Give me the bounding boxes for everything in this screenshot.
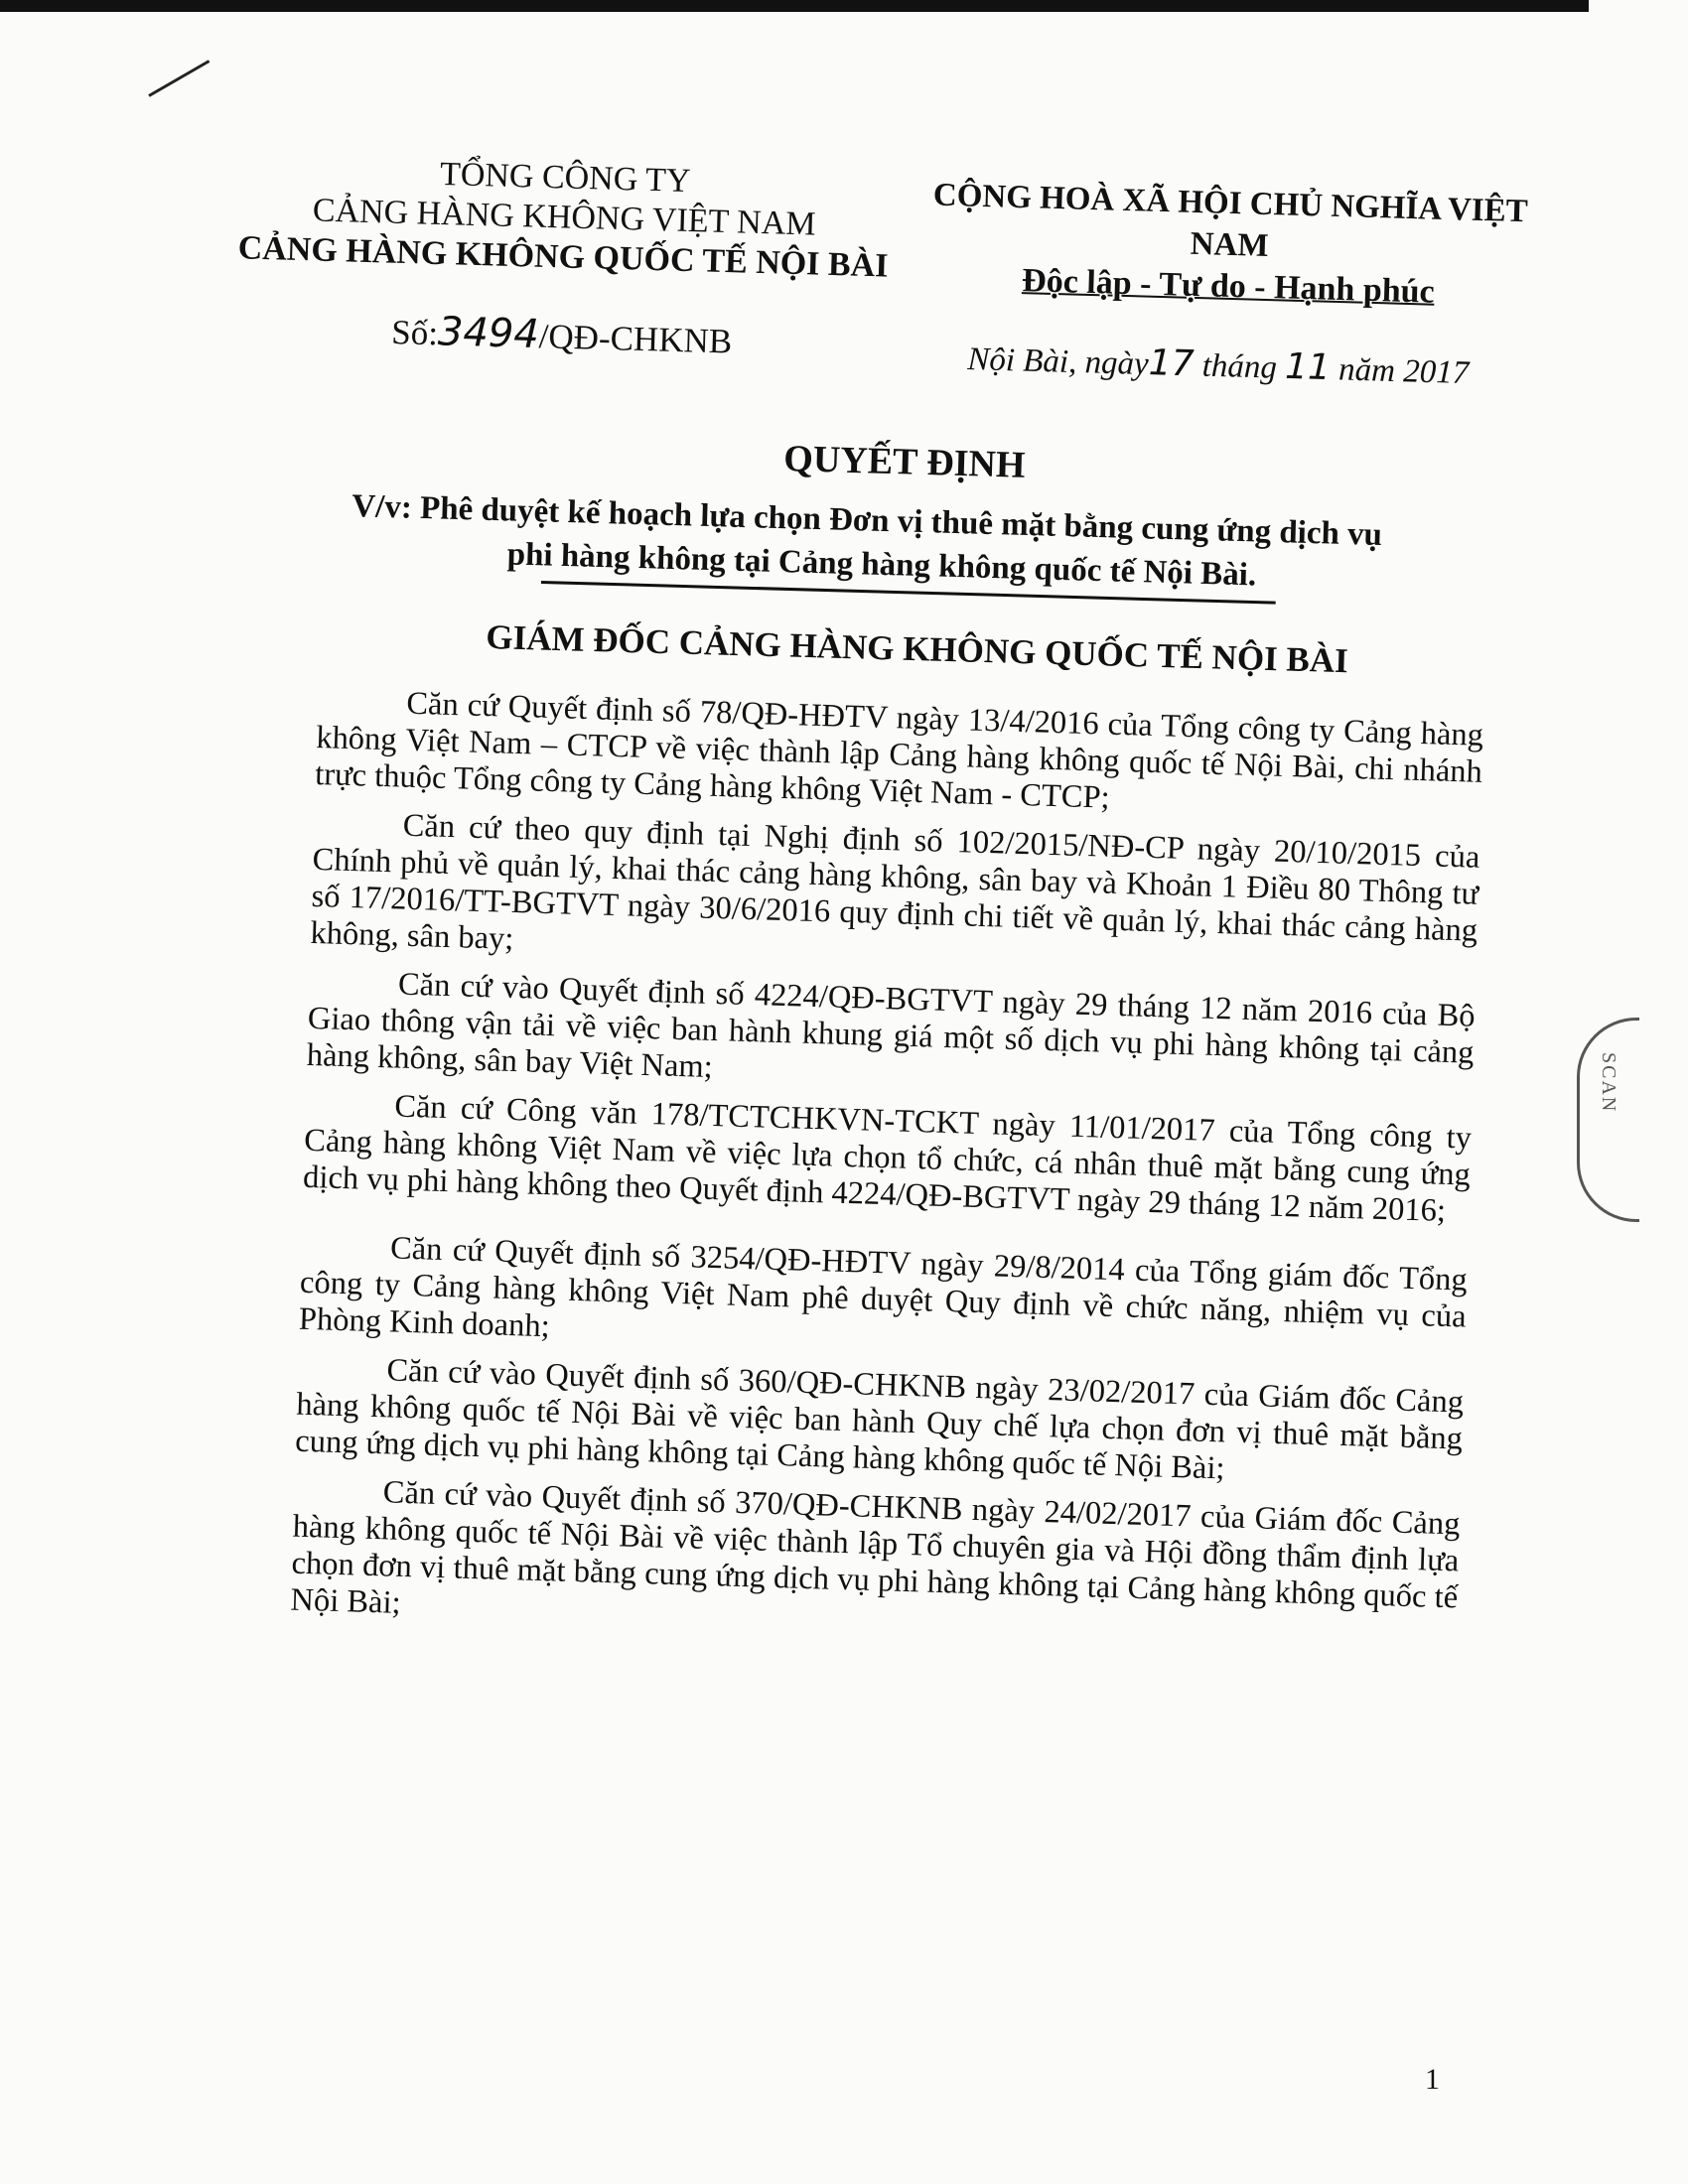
- basis-paragraph-4: Căn cứ Công văn 178/TCTCHKVN-TCKT ngày 11/01/2017 của Tổng công ty Cảng hàng không Việt Nam về việc lựa chọn tổ chức, cá nhân thuê mặt bằng cung ứng dịch vụ phi hàng không theo Quyết định 4224/QĐ-BGTVT ngày 29 tháng 12 năm 2016;: [302, 1088, 1473, 1229]
- nation-line-1: CỘNG HOÀ XÃ HỘI CHỦ NGHĨA VIỆT NAM: [932, 177, 1529, 265]
- handwritten-day: 17: [1148, 342, 1196, 385]
- decision-subject: [351, 484, 1475, 604]
- issuer-heading: GIÁM ĐỐC CẢNG HÀNG KHÔNG QUỐC TẾ NỘI BÀI: [485, 617, 1349, 681]
- stamp-seal-edge: [1577, 1018, 1639, 1222]
- organization-header: [225, 149, 904, 287]
- document-date: [967, 338, 1470, 392]
- document-number-suffix: /QĐ-CHKNB: [538, 317, 733, 361]
- date-month-label: tháng: [1201, 347, 1278, 386]
- legal-basis-section: [290, 683, 1484, 1665]
- date-year: năm 2017: [1337, 351, 1470, 392]
- handwritten-month: 11: [1284, 345, 1332, 389]
- document-number: [391, 308, 733, 363]
- basis-paragraph-1: Căn cứ Quyết định số 78/QĐ-HĐTV ngày 13/4/2016 của Tổng công ty Cảng hàng không Việt Nam – CTCP về việc thành lập Cảng hàng không quốc tế Nội Bài, chi nhánh trực thuộc Tổng công ty Cảng hàng không Việt Nam - CTCP;: [314, 685, 1484, 816]
- basis-paragraph-5: Căn cứ Quyết định số 3254/QĐ-HĐTV ngày 29/8/2014 của Tổng giám đốc Tổng công ty Cảng hàng không Việt Nam phê duyệt Quy định về chức năng, nhiệm vụ của Phòng Kinh doanh;: [298, 1230, 1469, 1345]
- document-number-prefix: Số:: [390, 312, 439, 353]
- subject-line-2: phi hàng không tại Cảng hàng không quốc tế Nội Bài.: [506, 536, 1257, 594]
- subject-line-1: V/v: Phê duyệt kế hoạch lựa chọn Đơn vị thuê mặt bằng cung ứng dịch vụ: [351, 487, 1383, 553]
- basis-paragraph-6: Căn cứ vào Quyết định số 360/QĐ-CHKNB ngày 23/02/2017 của Giám đốc Cảng hàng không quốc tế Nội Bài về việc ban hành Quy chế lựa chọn đơn vị thuê mặt bằng cung ứng dịch vụ phi hàng không tại Cảng hàng không quốc tế Nội Bài;: [294, 1352, 1465, 1487]
- basis-paragraph-7: Căn cứ vào Quyết định số 370/QĐ-CHKNB ngày 24/02/2017 của Giám đốc Cảng hàng không quốc tế Nội Bài về việc thành lập Tổ chuyên gia và Hội đồng thẩm định lựa chọn đơn vị thuê mặt bằng cung ứng dịch vụ phi hàng không tại Cảng hàng không quốc tế Nội Bài;: [290, 1474, 1461, 1621]
- basis-paragraph-2: Căn cứ theo quy định tại Nghị định số 102/2015/NĐ-CP ngày 20/10/2015 của Chính phủ về quản lý, khai thác cảng hàng không, sân bay và Khoản 1 Điều 80 Thông tư số 17/2016/TT-BGTVT ngày 30/6/2016 quy định chi tiết về quản lý, khai thác cảng hàng không, sân bay;: [309, 807, 1480, 957]
- scan-top-border: [0, 0, 1589, 12]
- basis-paragraph-3: Căn cứ vào Quyết định số 4224/QĐ-BGTVT ngày 29 tháng 12 năm 2016 của Bộ Giao thông vận tải về việc ban hành khung giá một số dịch vụ phi hàng không tại cảng hàng không, sân bay Việt Nam;: [306, 966, 1477, 1085]
- org-line-1: TỔNG CÔNG TY: [439, 155, 692, 201]
- org-line-3: CẢNG HÀNG KHÔNG QUỐC TẾ NỘI BÀI: [237, 229, 889, 285]
- handwritten-number: 3494: [437, 309, 540, 358]
- org-line-2: CẢNG HÀNG KHÔNG VIỆT NAM: [312, 192, 817, 243]
- pen-mark: [148, 60, 210, 97]
- stamp-fragment-text: SCAN: [1598, 1052, 1619, 1114]
- date-place-prefix: Nội Bài, ngày: [966, 341, 1150, 383]
- page-number: 1: [1425, 2063, 1440, 2096]
- national-header: [910, 174, 1548, 317]
- decision-title: QUYẾT ĐỊNH: [782, 437, 1027, 486]
- nation-motto: Độc lập - Tự do - Hạnh phúc: [1021, 262, 1436, 311]
